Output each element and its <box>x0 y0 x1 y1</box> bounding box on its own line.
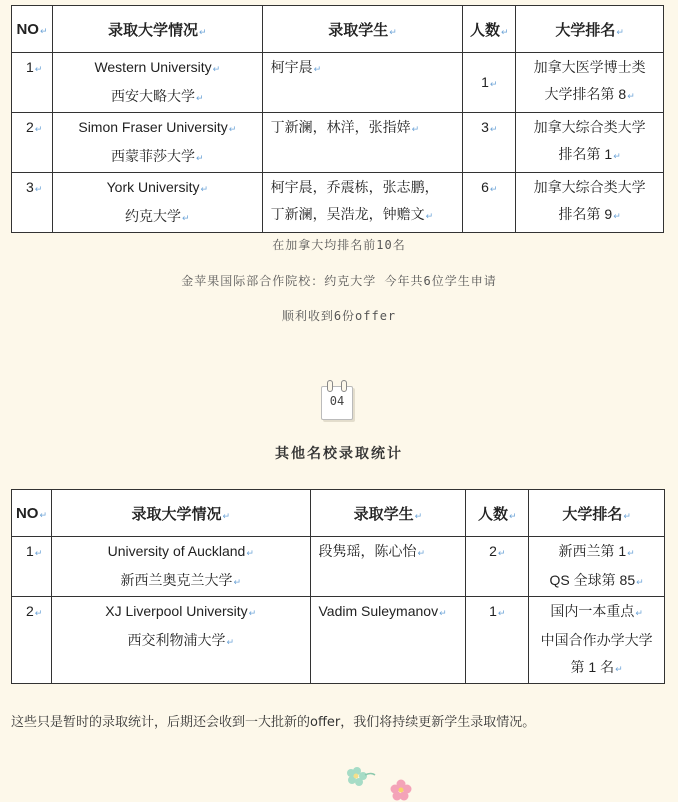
header-ranking: 大学排名↵ <box>516 6 664 53</box>
header-students: 录取学生↵ <box>310 490 466 537</box>
row-students: 丁新澜，林洋，张指婞↵ <box>262 113 463 173</box>
row-university: Western University↵ 西安大略大学↵ <box>52 53 262 113</box>
header-ranking: 大学排名↵ <box>529 490 665 537</box>
header-university: 录取大学情况↵ <box>52 6 262 53</box>
row-university: York University↵ 约克大学↵ <box>52 173 262 233</box>
table-row <box>12 113 664 173</box>
row-ranking: 国内一本重点↵ 中国合作办学大学 第 1 名↵ <box>529 597 665 684</box>
header-count: 人数↵ <box>463 6 516 53</box>
admission-table-other <box>11 489 665 684</box>
row-ranking: 加拿大医学博士类 大学排名第 8↵ <box>516 53 664 113</box>
row-university: University of Auckland↵ 新西兰奥克兰大学↵ <box>51 537 310 597</box>
header-university: 录取大学情况↵ <box>51 490 310 537</box>
row-university: XJ Liverpool University↵ 西交利物浦大学↵ <box>51 597 310 684</box>
calendar-icon <box>318 380 356 420</box>
admission-table-canada <box>11 5 664 233</box>
header-no: NO↵ <box>12 490 52 537</box>
table-row <box>12 597 665 684</box>
row-no: 1↵ <box>12 537 52 597</box>
table-header-row <box>12 490 665 537</box>
table-row <box>12 53 664 113</box>
flower-icon <box>390 779 412 801</box>
row-count: 1↵ <box>466 597 529 684</box>
header-no: NO↵ <box>12 6 53 53</box>
row-students: 柯宇晨↵ <box>262 53 463 113</box>
row-university: Simon Fraser University↵ 西蒙菲莎大学↵ <box>52 113 262 173</box>
table-row <box>12 537 665 597</box>
row-students: 段隽瑶，陈心怡↵ <box>310 537 466 597</box>
table-header-row <box>12 6 664 53</box>
header-students: 录取学生↵ <box>262 6 463 53</box>
row-no: 2↵ <box>12 597 52 684</box>
caption-offers: 顺利收到6份offer <box>281 309 397 323</box>
row-count: 6↵ <box>463 173 516 233</box>
row-count: 3↵ <box>463 113 516 173</box>
row-count: 1↵ <box>463 53 516 113</box>
row-ranking: 加拿大综合类大学 排名第 1↵ <box>516 113 664 173</box>
row-no: 2↵ <box>12 113 53 173</box>
footer-note: 这些只是暂时的录取统计，后期还会收到一大批新的offer，我们将持续更新学生录取情况。 <box>11 715 536 730</box>
flower-icon <box>347 765 377 791</box>
row-no: 1↵ <box>12 53 53 113</box>
row-no: 3↵ <box>12 173 53 233</box>
row-students: 柯宇晨，乔震栋，张志鹏， 丁新澜，吴浩龙，钟赡文↵ <box>262 173 463 233</box>
row-students: Vadim Suleymanov↵ <box>310 597 466 684</box>
caption-ranking: 在加拿大均排名前10名 <box>272 238 406 252</box>
table-row <box>12 173 664 233</box>
row-ranking: 加拿大综合类大学 排名第 9↵ <box>516 173 664 233</box>
section-number: 04 <box>329 394 345 408</box>
caption-partner: 金苹果国际部合作院校：约克大学 今年共6位学生申请 <box>181 274 497 288</box>
row-ranking: 新西兰第 1↵ QS 全球第 85↵ <box>529 537 665 597</box>
row-count: 2↵ <box>466 537 529 597</box>
section-title: 其他名校录取统计 <box>275 445 403 461</box>
header-count: 人数↵ <box>466 490 529 537</box>
